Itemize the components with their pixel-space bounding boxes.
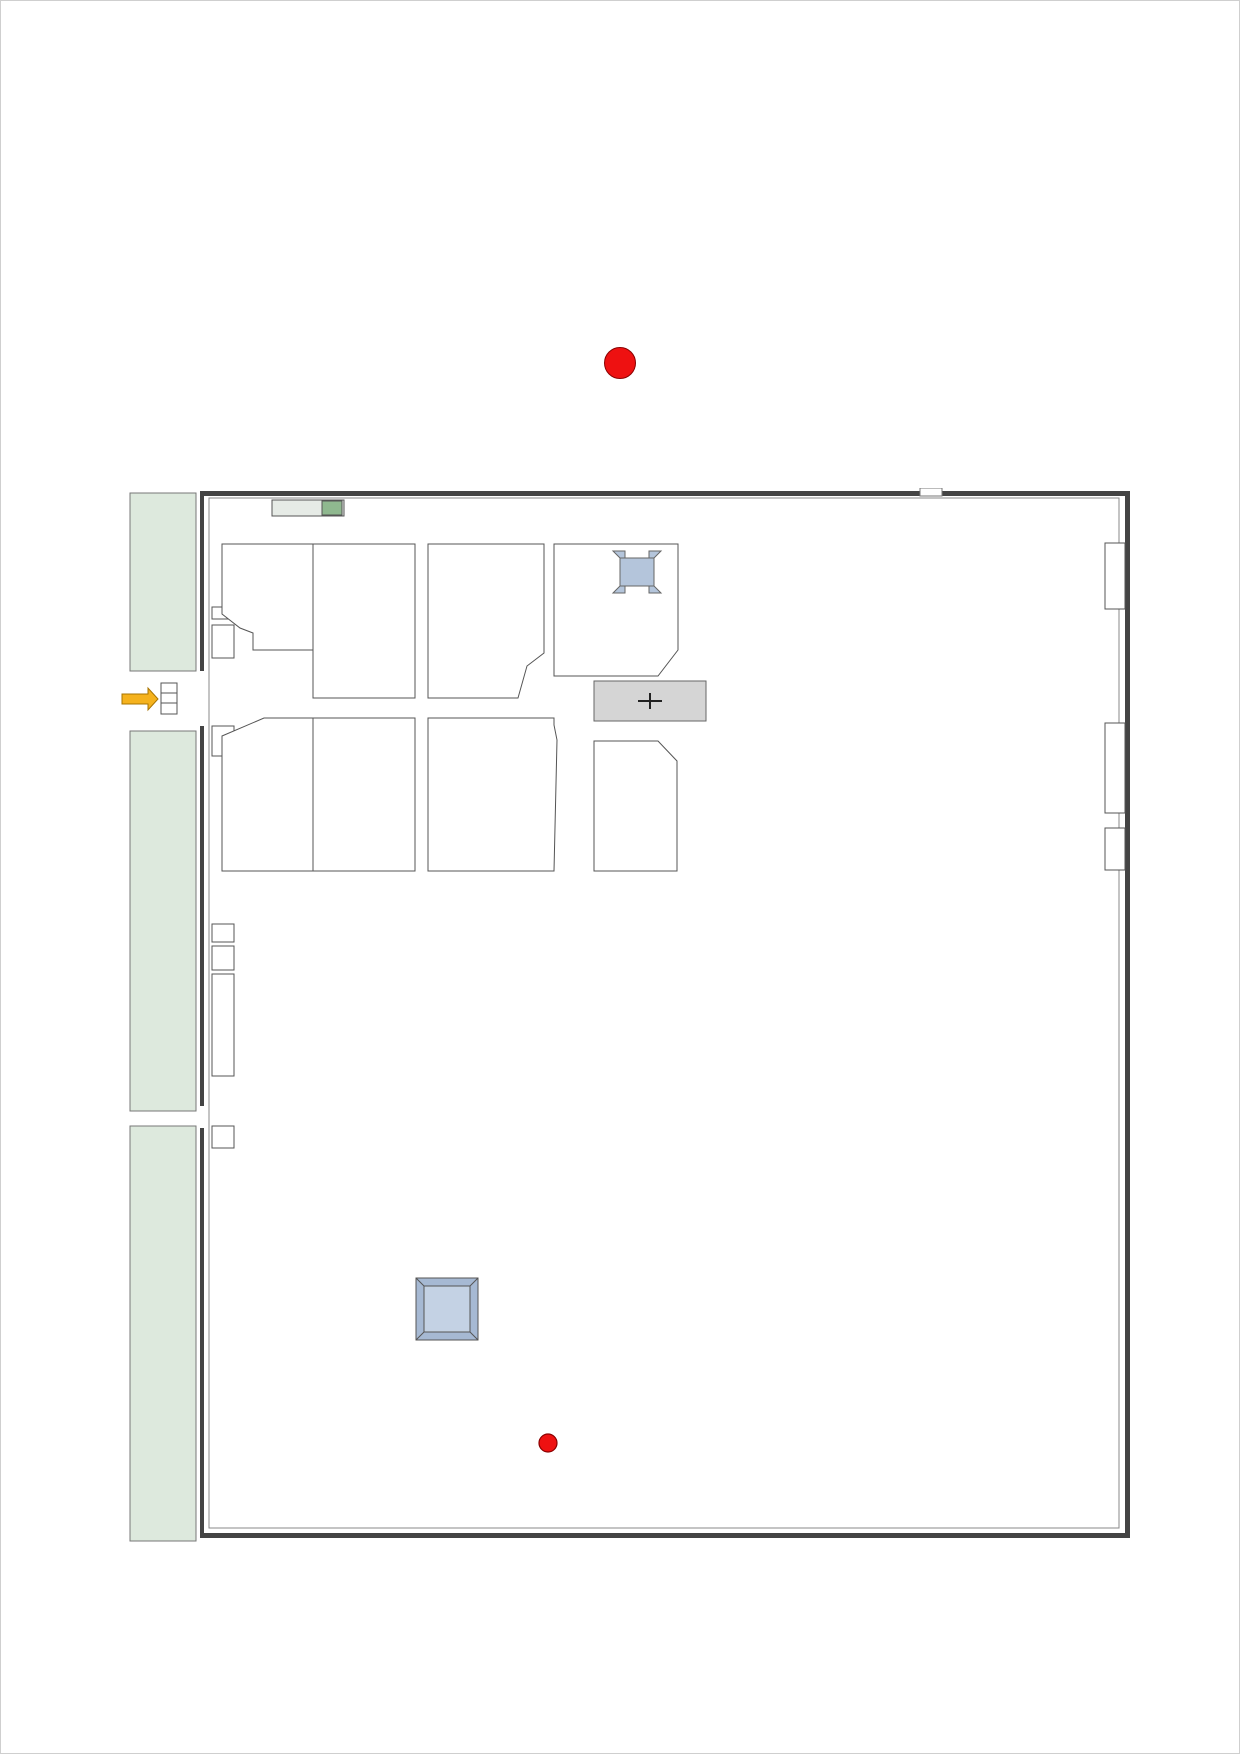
north-gate	[920, 488, 942, 496]
entrance-gate	[161, 683, 177, 714]
uff-box	[212, 1126, 234, 1148]
obitorio-box	[212, 974, 234, 1076]
campo-1-plot	[554, 544, 678, 676]
campo-5-plot	[428, 718, 557, 871]
north-wall	[200, 491, 1130, 496]
campo-6-plot	[313, 718, 415, 871]
west-wall-3	[200, 1128, 204, 1538]
south-wall	[200, 1533, 1130, 1538]
west-wall-1	[200, 491, 204, 671]
east-corridor-1	[1105, 543, 1125, 609]
def-box	[212, 924, 234, 942]
green-strip-middle	[130, 731, 196, 1111]
top-green-cell	[322, 501, 342, 515]
burial-position-marker	[539, 1434, 557, 1452]
campo-4-plot	[594, 741, 677, 871]
campo-3-plot	[313, 544, 415, 698]
east-corridor-2	[1105, 723, 1125, 813]
east-corridor-3	[1105, 828, 1125, 870]
cemetery-map	[120, 488, 1140, 1548]
campo-7-plot	[222, 718, 321, 871]
west-wall-2	[200, 726, 204, 1106]
ossario-bottom-icon	[416, 1278, 478, 1340]
legend-red-dot	[604, 347, 636, 379]
camera-mortuaria-box	[212, 625, 234, 658]
green-strip-north	[130, 493, 196, 671]
giardino-plot	[222, 544, 321, 650]
entrance-arrow-icon	[122, 688, 158, 710]
green-strip-south	[130, 1126, 196, 1541]
campo-2-plot	[428, 544, 544, 698]
wc-box	[212, 946, 234, 970]
east-wall	[1125, 491, 1130, 1538]
